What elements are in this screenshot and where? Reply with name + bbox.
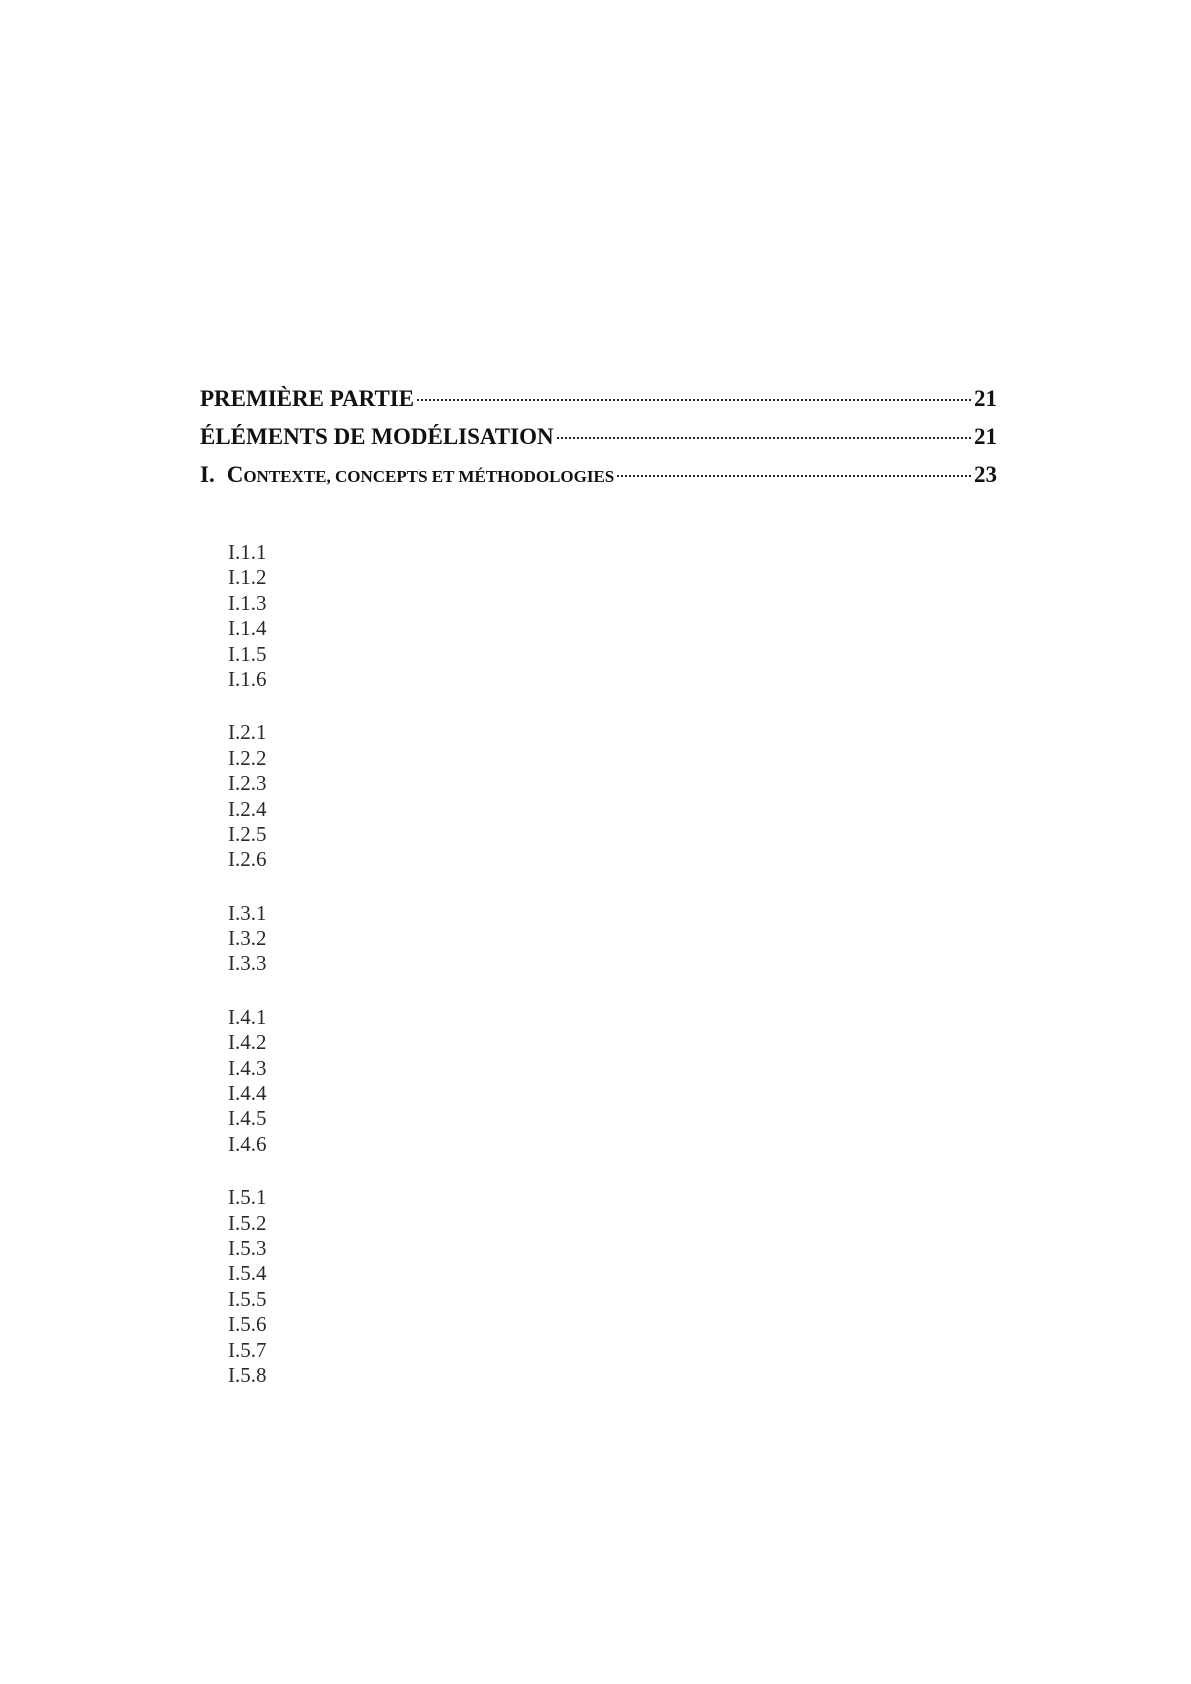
toc-page-number: 21	[974, 386, 997, 411]
subsection-number[interactable]: I.2.6	[228, 847, 267, 872]
subsection-number[interactable]: I.5.1	[228, 1185, 267, 1210]
subsection-number[interactable]: I.2.3	[228, 771, 267, 796]
dot-leader	[417, 399, 971, 401]
subsection-number[interactable]: I.3.1	[228, 900, 267, 925]
subsection-number[interactable]: I.4.1	[228, 1004, 267, 1029]
chapter-number: I.	[200, 462, 215, 487]
subsection-number[interactable]: I.5.5	[228, 1286, 267, 1311]
subsection-number[interactable]: I.1.4	[228, 616, 267, 641]
subsection-number[interactable]: I.4.3	[228, 1055, 267, 1080]
subsection-number[interactable]: I.1.2	[228, 565, 267, 590]
subsection-number[interactable]: I.4.6	[228, 1131, 267, 1156]
subsection-group-4	[228, 1005, 267, 1157]
subsection-group-2	[228, 720, 267, 872]
table-of-contents	[200, 386, 997, 502]
toc-entry-part-title[interactable]	[200, 424, 997, 462]
toc-entry-label: PREMIÈRE PARTIE	[200, 386, 415, 411]
toc-entry-label: ÉLÉMENTS DE MODÉLISATION	[200, 424, 554, 449]
subsection-number[interactable]: I.3.3	[228, 951, 267, 976]
subsection-list	[228, 540, 267, 1416]
chapter-title	[227, 462, 615, 487]
subsection-number[interactable]: I.2.5	[228, 821, 267, 846]
toc-entry-chapter[interactable]	[200, 462, 997, 502]
subsection-number[interactable]: I.4.5	[228, 1106, 267, 1131]
subsection-group-1	[228, 540, 267, 692]
chapter-title-initial: C	[226, 462, 244, 487]
subsection-number[interactable]: I.5.3	[228, 1235, 267, 1260]
subsection-number[interactable]: I.1.6	[228, 666, 267, 691]
subsection-number[interactable]: I.5.6	[228, 1312, 267, 1337]
subsection-number[interactable]: I.1.5	[228, 641, 267, 666]
toc-page-number: 21	[974, 424, 997, 449]
subsection-group-3	[228, 901, 267, 977]
subsection-number[interactable]: I.5.4	[228, 1261, 267, 1286]
subsection-number[interactable]: I.1.3	[228, 590, 267, 615]
subsection-group-5	[228, 1185, 267, 1388]
dot-leader	[617, 475, 971, 477]
toc-entry-part-heading[interactable]	[200, 386, 997, 424]
toc-entry-label	[200, 462, 614, 488]
subsection-number[interactable]: I.2.2	[228, 745, 267, 770]
subsection-number[interactable]: I.4.2	[228, 1030, 267, 1055]
toc-page-number: 23	[974, 462, 997, 487]
subsection-number[interactable]: I.3.2	[228, 926, 267, 951]
subsection-number[interactable]: I.2.1	[228, 720, 267, 745]
subsection-number[interactable]: I.5.2	[228, 1210, 267, 1235]
subsection-number[interactable]: I.5.7	[228, 1337, 267, 1362]
subsection-number[interactable]: I.5.8	[228, 1362, 267, 1387]
subsection-number[interactable]: I.4.4	[228, 1081, 267, 1106]
chapter-title-rest: ONTEXTE, CONCEPTS ET MÉTHODOLOGIES	[243, 467, 615, 486]
subsection-number[interactable]: I.2.4	[228, 796, 267, 821]
subsection-number[interactable]: I.1.1	[228, 540, 267, 564]
dot-leader	[557, 437, 971, 439]
